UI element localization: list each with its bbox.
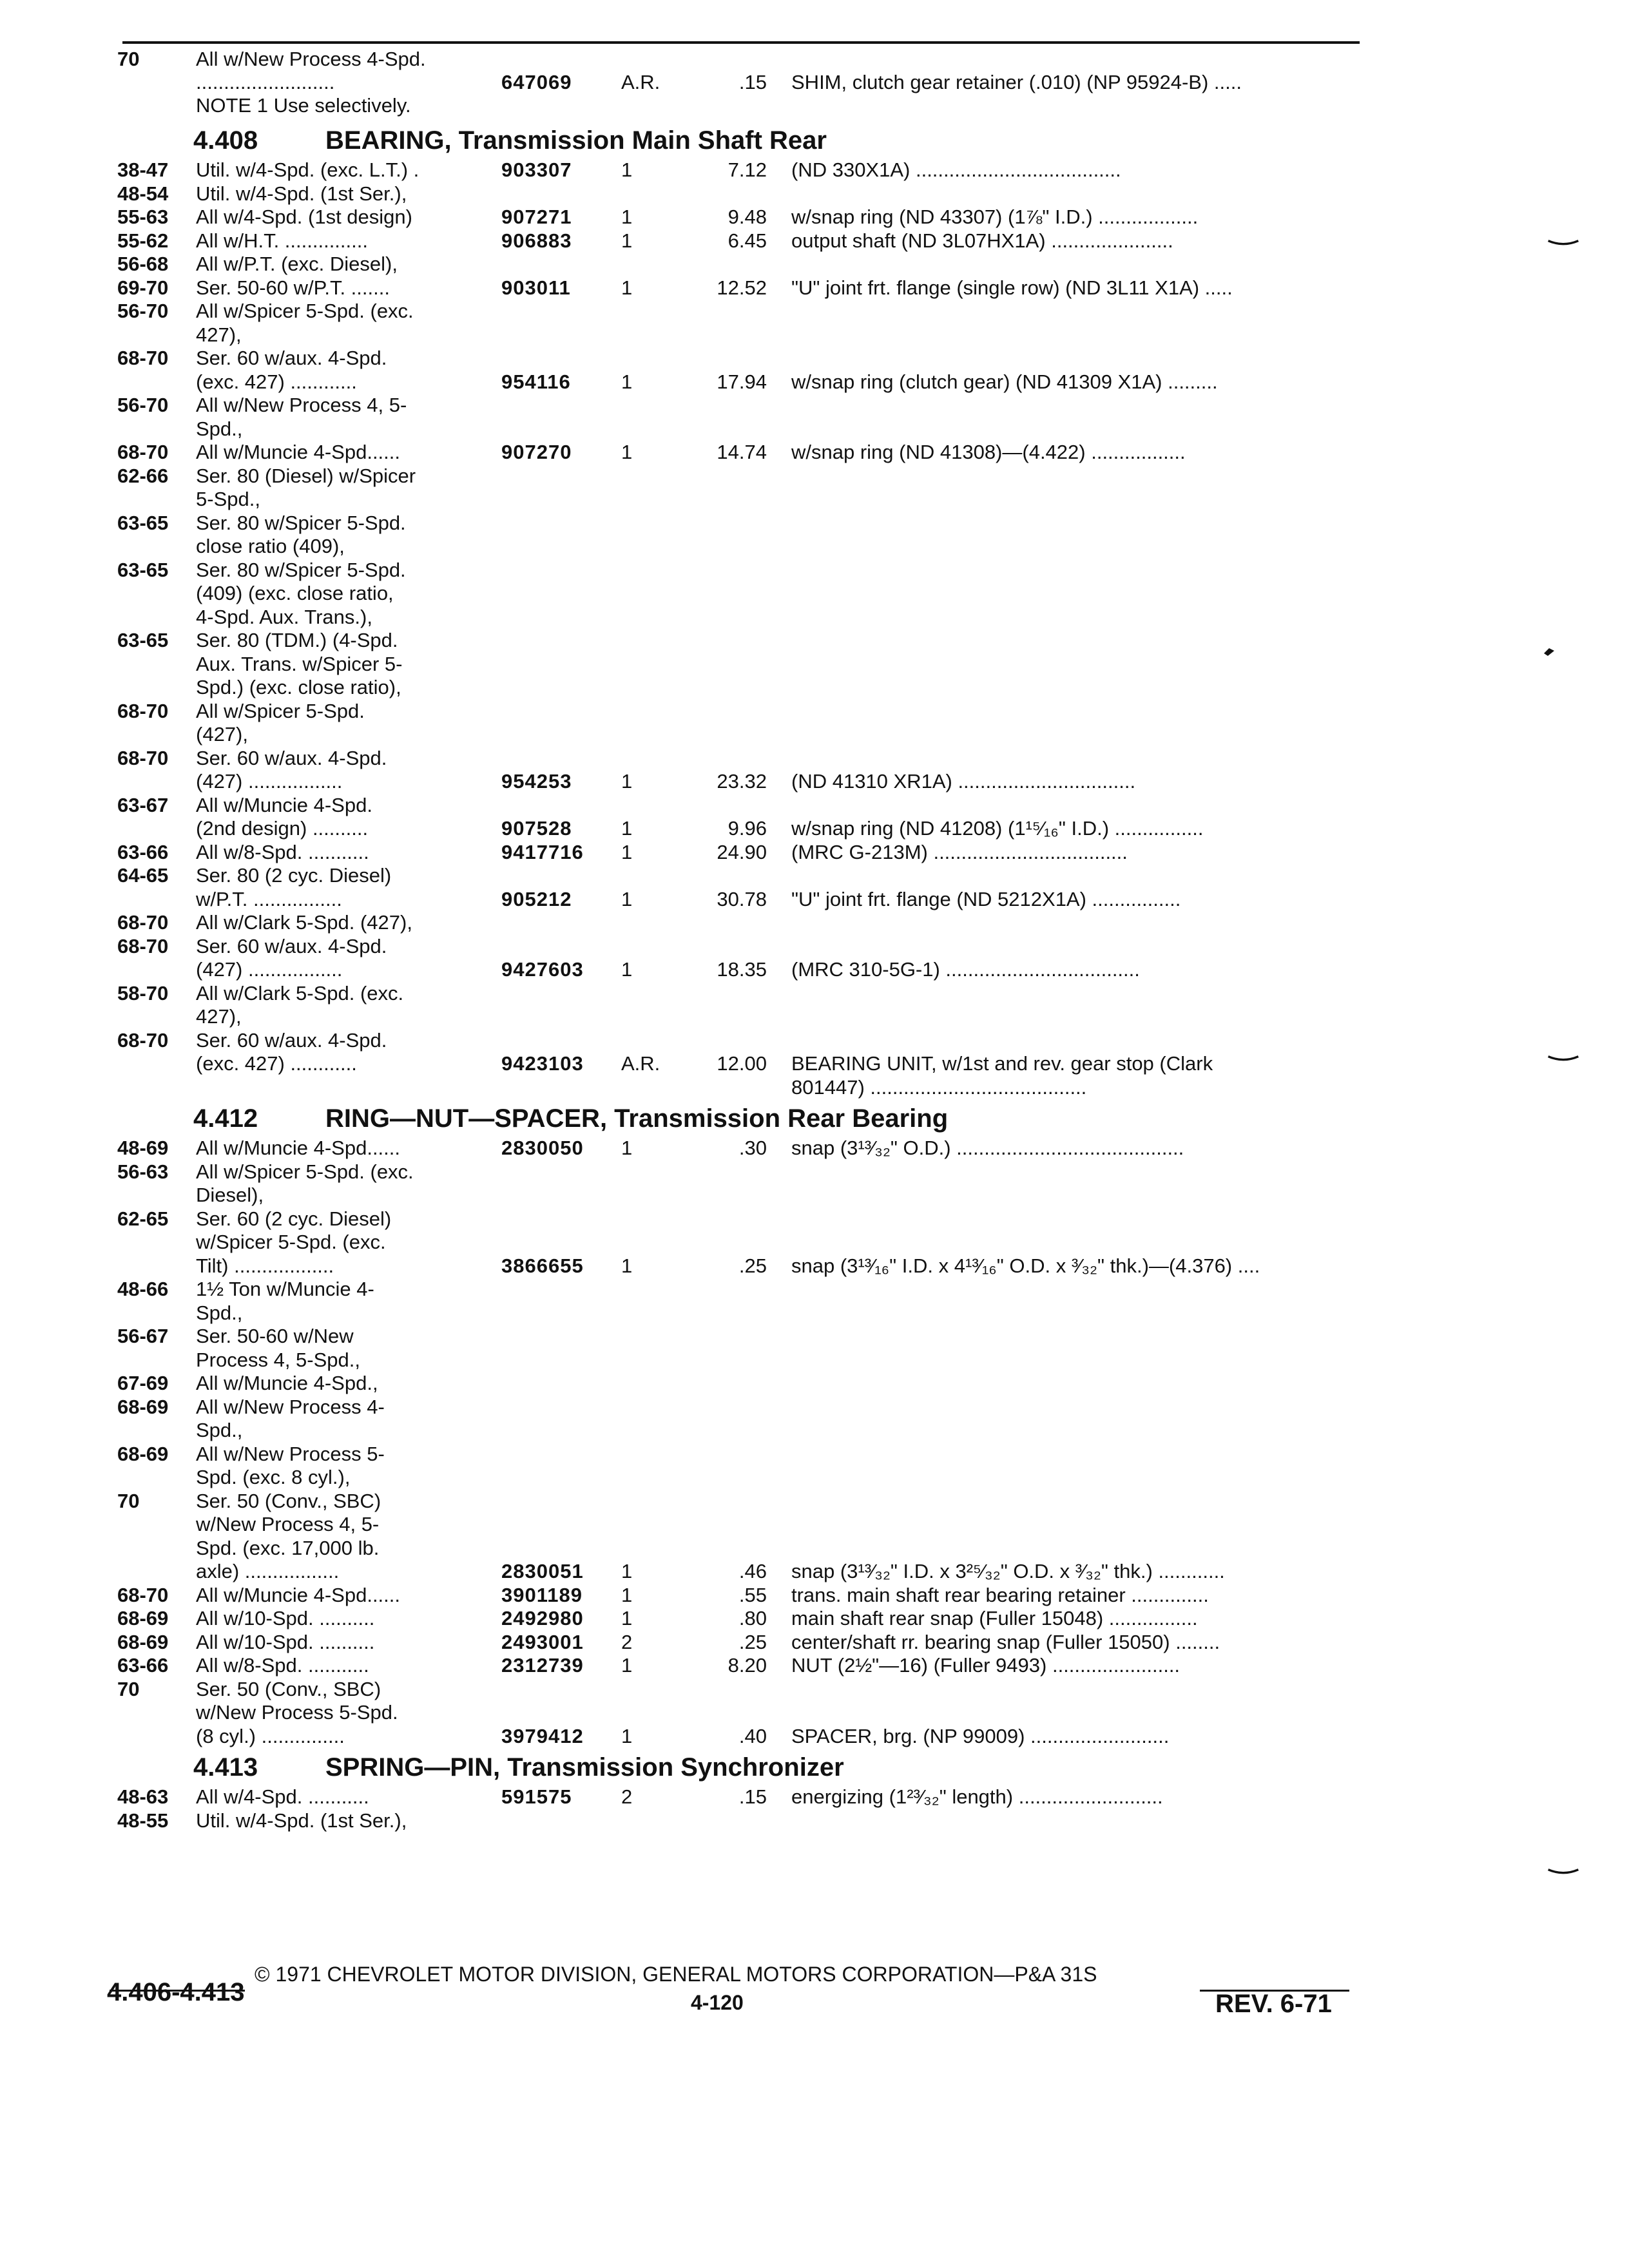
table-row — [0, 1607, 1629, 1633]
table-row — [0, 253, 1629, 278]
description: output shaft (ND 3L07HX1A) ...................... — [791, 229, 1173, 252]
part-number: 2830050 — [501, 1137, 584, 1159]
part-number: 9417716 — [501, 840, 584, 863]
year-range: 48-66 — [117, 1278, 169, 1300]
quantity: 1 — [621, 441, 633, 463]
section-number: 4.412 — [193, 1104, 258, 1133]
application: Ser. 50 (Conv., SBC) — [196, 1677, 381, 1700]
application: All w/Muncie 4-Spd...... — [196, 1583, 401, 1606]
table-row — [0, 370, 1629, 396]
description: SHIM, clutch gear retainer (.010) (NP 95924-B) ..... — [791, 71, 1242, 93]
table-row — [0, 1443, 1629, 1468]
price: 30.78 — [717, 887, 767, 910]
table-row — [0, 441, 1629, 466]
table-row — [0, 1052, 1629, 1078]
part-number: 954116 — [501, 370, 571, 393]
table-row — [0, 1537, 1629, 1562]
quantity: 1 — [621, 1560, 633, 1582]
section-header — [193, 1104, 1353, 1134]
application: ......................... — [196, 71, 335, 93]
description: center/shaft rr. bearing snap (Fuller 15050) ........ — [791, 1630, 1220, 1653]
table-row — [0, 1278, 1629, 1303]
table-row — [0, 159, 1629, 184]
year-range: 68-70 — [117, 1583, 169, 1606]
application: Spd., — [196, 417, 243, 440]
description: "U" joint frt. flange (single row) (ND 3L11 X1A) ..... — [791, 276, 1233, 299]
part-number: 2493001 — [501, 1630, 584, 1653]
year-range: 56-63 — [117, 1160, 169, 1183]
application: (exc. 427) ............ — [196, 370, 357, 393]
table-row — [0, 1678, 1629, 1704]
quantity: 1 — [621, 770, 633, 793]
application: Util. w/4-Spd. (exc. L.T.) . — [196, 159, 419, 181]
price: 12.00 — [717, 1052, 767, 1075]
section-number: 4.408 — [193, 126, 258, 155]
table-row — [0, 48, 1629, 73]
table-row — [0, 629, 1629, 655]
section-header — [193, 126, 1353, 156]
part-number: 954253 — [501, 770, 572, 793]
table-row — [0, 535, 1629, 561]
quantity: 1 — [621, 229, 633, 252]
table-row — [0, 394, 1629, 419]
year-range: 68-69 — [117, 1607, 169, 1629]
price: 6.45 — [728, 229, 767, 252]
table-row — [0, 1725, 1629, 1751]
application: All w/H.T. ............... — [196, 229, 368, 252]
application: Spd.) (exc. close ratio), — [196, 676, 401, 698]
price: 7.12 — [728, 159, 767, 181]
part-number: 905212 — [501, 887, 572, 910]
table-row — [0, 1396, 1629, 1421]
table-row — [0, 1631, 1629, 1657]
price: 9.48 — [728, 206, 767, 228]
year-range: 67-69 — [117, 1372, 169, 1394]
application: Diesel), — [196, 1184, 264, 1206]
quantity: 1 — [621, 1607, 633, 1629]
description: (ND 330X1A) ..................................... — [791, 159, 1121, 181]
part-number: 9427603 — [501, 958, 584, 981]
price: .25 — [738, 1630, 767, 1653]
description: w/snap ring (ND 41308)—(4.422) ................. — [791, 441, 1186, 463]
quantity: 1 — [621, 1724, 633, 1747]
table-row — [0, 1584, 1629, 1610]
table-row — [0, 1349, 1629, 1374]
price: 12.52 — [717, 276, 767, 299]
part-number: 906883 — [501, 229, 572, 252]
year-range: 62-66 — [117, 464, 169, 487]
table-row — [0, 958, 1629, 984]
year-range: 48-63 — [117, 1785, 169, 1808]
table-row — [0, 723, 1629, 749]
application: 4-Spd. Aux. Trans.), — [196, 605, 372, 628]
section-title: RING—NUT—SPACER, Transmission Rear Bearing — [325, 1104, 949, 1133]
price: .80 — [738, 1607, 767, 1629]
footer-copyright: © 1971 CHEVROLET MOTOR DIVISION, GENERAL MOTORS CORPORATION—P&A 31S — [255, 1963, 1097, 1986]
price: 24.90 — [717, 840, 767, 863]
table-row — [0, 1513, 1629, 1539]
price: 18.35 — [717, 958, 767, 981]
table-row — [0, 1372, 1629, 1398]
price: 14.74 — [717, 441, 767, 463]
application: All w/Clark 5-Spd. (427), — [196, 911, 412, 934]
application: All w/10-Spd. .......... — [196, 1630, 375, 1653]
table-row — [0, 582, 1629, 608]
application: All w/Muncie 4-Spd...... — [196, 441, 401, 463]
table-row — [0, 1466, 1629, 1492]
application: Aux. Trans. w/Spicer 5- — [196, 652, 403, 675]
table-row — [0, 206, 1629, 231]
application: Ser. 60 (2 cyc. Diesel) — [196, 1207, 392, 1230]
table-row — [0, 182, 1629, 208]
table-row — [0, 817, 1629, 843]
application: All w/Spicer 5-Spd. (exc. — [196, 1160, 414, 1183]
description: w/snap ring (ND 43307) (1⅞" I.D.) .................. — [791, 206, 1199, 228]
ink-speck — [1541, 644, 1557, 660]
year-range: 55-62 — [117, 229, 169, 252]
table-row — [0, 653, 1629, 678]
application: All w/P.T. (exc. Diesel), — [196, 253, 398, 275]
part-number: 903011 — [501, 276, 571, 299]
application: 427), — [196, 1005, 242, 1028]
table-row — [0, 700, 1629, 726]
application: Ser. 80 (2 cyc. Diesel) — [196, 864, 392, 887]
table-row — [0, 1029, 1629, 1055]
quantity: 1 — [621, 206, 633, 228]
quantity: 1 — [621, 1254, 633, 1277]
application: All w/10-Spd. .......... — [196, 1607, 375, 1629]
table-row — [0, 1005, 1629, 1031]
application: Ser. 50-60 w/P.T. ....... — [196, 276, 390, 299]
application: All w/Clark 5-Spd. (exc. — [196, 981, 404, 1004]
part-number: 2830051 — [501, 1560, 584, 1582]
application: Process 4, 5-Spd., — [196, 1348, 361, 1371]
table-row — [0, 347, 1629, 372]
year-range: 68-69 — [117, 1442, 169, 1465]
description: main shaft rear snap (Fuller 15048) ................ — [791, 1607, 1198, 1629]
application: w/New Process 4, 5- — [196, 1513, 380, 1535]
application: All w/Spicer 5-Spd. — [196, 699, 365, 722]
description: NUT (2½"—16) (Fuller 9493) ....................... — [791, 1654, 1181, 1677]
part-number: 907528 — [501, 817, 572, 840]
price: .55 — [738, 1583, 767, 1606]
year-range: 56-70 — [117, 394, 169, 416]
application: axle) ................. — [196, 1560, 340, 1582]
quantity: 2 — [621, 1630, 633, 1653]
application: (exc. 427) ............ — [196, 1052, 357, 1075]
table-row — [0, 1809, 1629, 1835]
table-row — [0, 1207, 1629, 1233]
application: w/New Process 5-Spd. — [196, 1701, 398, 1724]
table-row — [0, 418, 1629, 443]
application: (8 cyl.) ............... — [196, 1724, 345, 1747]
application: All w/New Process 4-Spd. — [196, 48, 426, 70]
table-row — [0, 1560, 1629, 1586]
year-range: 56-67 — [117, 1325, 169, 1347]
description: trans. main shaft rear bearing retainer .............. — [791, 1583, 1209, 1606]
application: Tilt) .................. — [196, 1254, 334, 1277]
description: snap (3¹³⁄₃₂" O.D.) ......................................... — [791, 1137, 1184, 1159]
application: Util. w/4-Spd. (1st Ser.), — [196, 1809, 407, 1832]
quantity: 2 — [621, 1785, 633, 1808]
quantity: A.R. — [621, 71, 660, 93]
application: 427), — [196, 323, 242, 346]
description: snap (3¹³⁄₁₆" I.D. x 4¹³⁄₁₆" O.D. x ³⁄₃₂" thk.)—(4.376) .... — [791, 1254, 1260, 1277]
year-range: 64-65 — [117, 864, 169, 887]
section-header — [193, 1753, 1353, 1783]
application: Ser. 60 w/aux. 4-Spd. — [196, 1028, 387, 1052]
application: Ser. 60 w/aux. 4-Spd. — [196, 934, 387, 957]
price: .40 — [738, 1724, 767, 1747]
table-row — [0, 1160, 1629, 1186]
footer-section-range: 4.406-4.413 — [107, 1978, 245, 2006]
table-row — [0, 1184, 1629, 1209]
application: Ser. 50 (Conv., SBC) — [196, 1489, 381, 1512]
section-number: 4.413 — [193, 1753, 258, 1782]
application: All w/8-Spd. ........... — [196, 840, 369, 863]
table-row — [0, 1302, 1629, 1327]
quantity: 1 — [621, 958, 633, 981]
application: close ratio (409), — [196, 535, 345, 557]
table-row — [0, 935, 1629, 961]
part-number: 591575 — [501, 1785, 572, 1808]
description: BEARING UNIT, w/1st and rev. gear stop (Clark — [791, 1052, 1213, 1075]
application: All w/Muncie 4-Spd. — [196, 793, 372, 816]
description: snap (3¹³⁄₃₂" I.D. x 3²⁵⁄₃₂" O.D. x ³⁄₃₂" thk.) ............ — [791, 1560, 1225, 1582]
application: Ser. 50-60 w/New — [196, 1325, 354, 1347]
quantity: 1 — [621, 887, 633, 910]
application: Spd., — [196, 1419, 243, 1441]
application: Ser. 60 w/aux. 4-Spd. — [196, 347, 387, 369]
section-title: BEARING, Transmission Main Shaft Rear — [325, 126, 827, 155]
quantity: A.R. — [621, 1052, 660, 1075]
description: 801447) ....................................... — [791, 1075, 1087, 1099]
application: All w/New Process 4- — [196, 1395, 385, 1418]
year-range: 70 — [117, 48, 140, 70]
application: All w/Spicer 5-Spd. (exc. — [196, 300, 414, 322]
table-row — [0, 606, 1629, 631]
year-range: 68-70 — [117, 746, 169, 769]
year-range: 68-70 — [117, 1028, 169, 1052]
price: 9.96 — [728, 817, 767, 840]
part-number: 3866655 — [501, 1254, 584, 1277]
part-number: 647069 — [501, 71, 572, 93]
description: w/snap ring (ND 41208) (1¹⁵⁄₁₆" I.D.) ................ — [791, 817, 1204, 840]
year-range: 48-55 — [117, 1809, 169, 1832]
application: Ser. 80 (Diesel) w/Spicer — [196, 464, 416, 487]
table-row — [0, 465, 1629, 490]
year-range: 63-65 — [117, 511, 169, 534]
table-row — [0, 1490, 1629, 1515]
year-range: 55-63 — [117, 206, 169, 228]
year-range: 68-70 — [117, 699, 169, 722]
application: All w/8-Spd. ........... — [196, 1654, 369, 1677]
table-row — [0, 488, 1629, 514]
quantity: 1 — [621, 1137, 633, 1159]
price: .46 — [738, 1560, 767, 1582]
year-range: 63-65 — [117, 629, 169, 651]
application: All w/New Process 5- — [196, 1442, 385, 1465]
quantity: 1 — [621, 840, 633, 863]
description: energizing (1²³⁄₃₂" length) .......................... — [791, 1785, 1163, 1808]
year-range: 70 — [117, 1489, 140, 1512]
application: Ser. 80 w/Spicer 5-Spd. — [196, 558, 406, 581]
description: (MRC 310-5G-1) ................................... — [791, 958, 1140, 981]
footer-revision: REV. 6-71 — [1215, 1990, 1332, 2018]
application: All w/Muncie 4-Spd., — [196, 1372, 378, 1394]
quantity: 1 — [621, 370, 633, 393]
table-row — [0, 300, 1629, 325]
part-number: 2312739 — [501, 1654, 584, 1677]
table-row — [0, 323, 1629, 349]
table-row — [0, 770, 1629, 796]
year-range: 63-66 — [117, 840, 169, 863]
part-number: 9423103 — [501, 1052, 584, 1075]
application: 1½ Ton w/Muncie 4- — [196, 1278, 374, 1300]
table-row — [0, 94, 1629, 120]
part-number: 3901189 — [501, 1583, 583, 1606]
description: SPACER, brg. (NP 99009) ......................... — [791, 1724, 1170, 1747]
table-row — [0, 888, 1629, 914]
application: (427) ................. — [196, 958, 343, 981]
year-range: 56-70 — [117, 300, 169, 322]
table-row — [0, 794, 1629, 820]
margin-mark — [1544, 1869, 1583, 1875]
price: 23.32 — [717, 770, 767, 793]
table-row — [0, 1785, 1629, 1811]
year-range: 58-70 — [117, 981, 169, 1004]
year-range: 68-70 — [117, 911, 169, 934]
application: (427), — [196, 723, 248, 745]
table-row — [0, 512, 1629, 537]
price: .15 — [738, 71, 767, 93]
quantity: 1 — [621, 817, 633, 840]
application: NOTE 1 Use selectively. — [196, 94, 411, 117]
application: Ser. 80 w/Spicer 5-Spd. — [196, 511, 406, 534]
part-number: 903307 — [501, 159, 572, 181]
section-title: SPRING—PIN, Transmission Synchronizer — [325, 1753, 844, 1782]
year-range: 62-65 — [117, 1207, 169, 1230]
year-range: 48-69 — [117, 1137, 169, 1159]
price: .30 — [738, 1137, 767, 1159]
quantity: 1 — [621, 276, 633, 299]
year-range: 69-70 — [117, 276, 169, 299]
table-row — [0, 841, 1629, 867]
application: w/Spicer 5-Spd. (exc. — [196, 1231, 386, 1253]
part-number: 3979412 — [501, 1724, 584, 1747]
year-range: 63-66 — [117, 1654, 169, 1677]
quantity: 1 — [621, 159, 633, 181]
table-row — [0, 676, 1629, 702]
year-range: 68-70 — [117, 347, 169, 369]
table-row — [0, 229, 1629, 255]
year-range: 63-65 — [117, 558, 169, 581]
year-range: 68-70 — [117, 441, 169, 463]
application: All w/Muncie 4-Spd...... — [196, 1137, 401, 1159]
table-row — [0, 1254, 1629, 1280]
table-row — [0, 276, 1629, 302]
application: All w/New Process 4, 5- — [196, 394, 407, 416]
application: (409) (exc. close ratio, — [196, 582, 394, 604]
quantity: 1 — [621, 1583, 633, 1606]
year-range: 68-69 — [117, 1630, 169, 1653]
part-number: 907270 — [501, 441, 572, 463]
application: Ser. 80 (TDM.) (4-Spd. — [196, 629, 398, 651]
table-row — [0, 1137, 1629, 1162]
year-range: 68-69 — [117, 1395, 169, 1418]
price: .15 — [738, 1785, 767, 1808]
price: 8.20 — [728, 1654, 767, 1677]
year-range: 63-67 — [117, 793, 169, 816]
margin-mark — [1544, 1055, 1583, 1062]
table-row — [0, 911, 1629, 937]
table-row — [0, 1325, 1629, 1350]
application: Spd. (exc. 8 cyl.), — [196, 1466, 351, 1488]
table-row — [0, 1231, 1629, 1256]
application: Spd., — [196, 1301, 243, 1324]
part-number: 907271 — [501, 206, 572, 228]
description: "U" joint frt. flange (ND 5212X1A) ................ — [791, 887, 1181, 910]
year-range: 38-47 — [117, 159, 169, 181]
application: (427) ................. — [196, 770, 343, 793]
description: w/snap ring (clutch gear) (ND 41309 X1A) ......... — [791, 370, 1218, 393]
year-range: 70 — [117, 1677, 140, 1700]
application: w/P.T. ................ — [196, 887, 342, 910]
application: Util. w/4-Spd. (1st Ser.), — [196, 182, 407, 205]
table-row — [0, 982, 1629, 1008]
table-row — [0, 747, 1629, 773]
application: All w/4-Spd. ........... — [196, 1785, 369, 1808]
table-row — [0, 1654, 1629, 1680]
application: Ser. 60 w/aux. 4-Spd. — [196, 746, 387, 769]
table-row — [0, 71, 1629, 97]
application: Spd. (exc. 17,000 lb. — [196, 1536, 380, 1559]
table-row — [0, 1076, 1629, 1102]
year-range: 56-68 — [117, 253, 169, 275]
quantity: 1 — [621, 1654, 633, 1677]
table-row — [0, 864, 1629, 890]
application: (2nd design) .......... — [196, 817, 369, 840]
application: 5-Spd., — [196, 488, 260, 510]
price: .25 — [738, 1254, 767, 1277]
table-row — [0, 1419, 1629, 1445]
year-range: 68-70 — [117, 934, 169, 957]
table-row — [0, 559, 1629, 584]
description: (ND 41310 XR1A) ................................ — [791, 770, 1136, 793]
application: All w/4-Spd. (1st design) — [196, 206, 412, 228]
table-row — [0, 1701, 1629, 1727]
footer-page-number: 4-120 — [691, 1991, 744, 2014]
price: 17.94 — [717, 370, 767, 393]
description: (MRC G-213M) ................................... — [791, 840, 1128, 863]
year-range: 48-54 — [117, 182, 169, 205]
margin-mark — [1544, 240, 1583, 246]
top-rule — [122, 41, 1360, 44]
part-number: 2492980 — [501, 1607, 584, 1629]
